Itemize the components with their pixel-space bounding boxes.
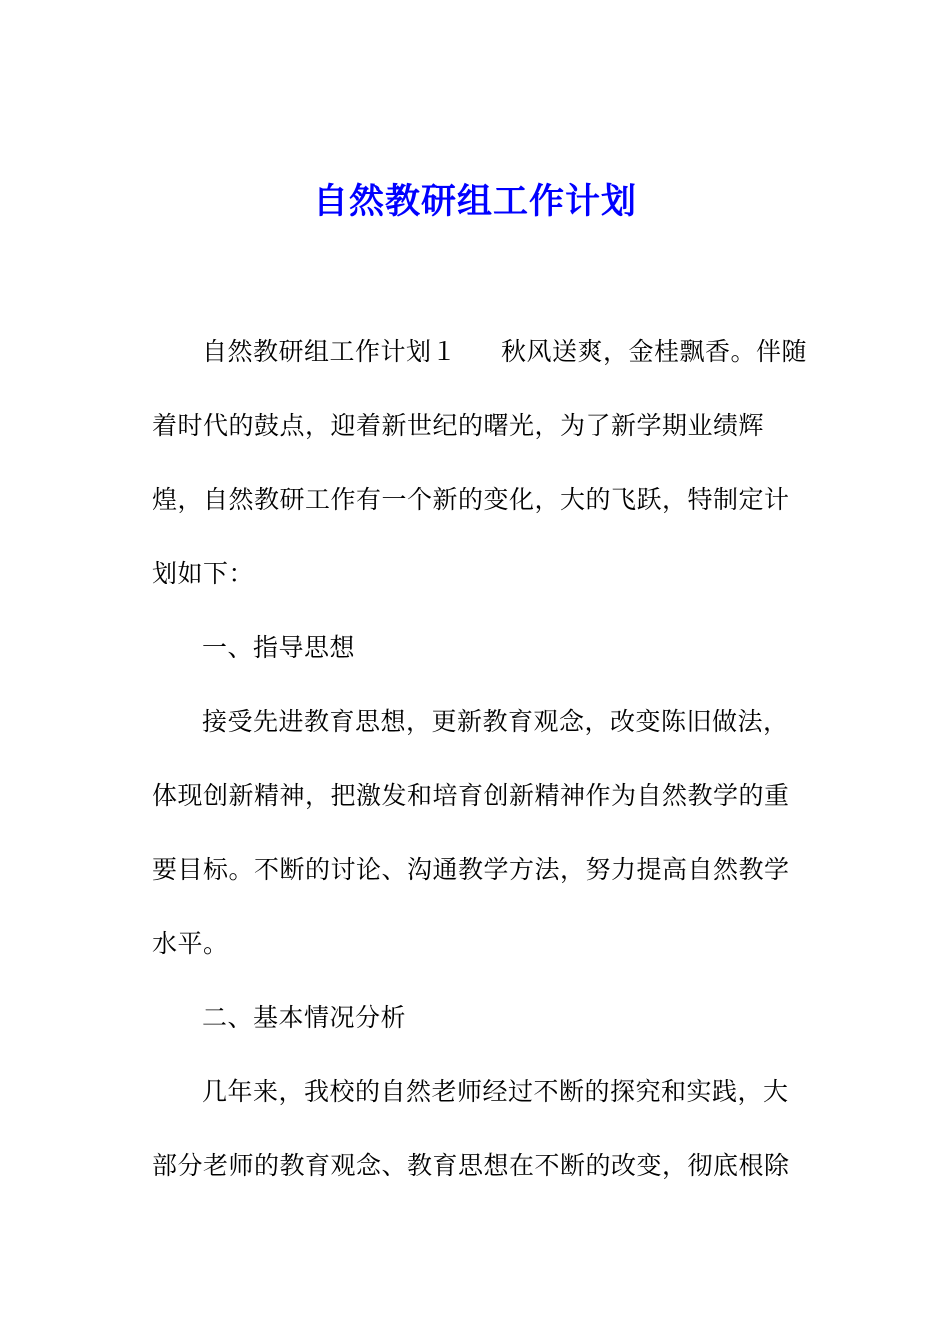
- paragraph-line: [202, 334, 812, 370]
- paragraph-line: 水平。: [152, 929, 229, 958]
- paragraph-line: 几年来，我校的自然老师经过不断的探究和实践，大: [202, 1077, 789, 1106]
- intro-text: 秋风送爽，金桂飘香。伴随: [501, 337, 808, 366]
- paragraph-line: 接受先进教育思想，更新教育观念，改变陈旧做法，: [202, 707, 789, 736]
- paragraph-line: 体现创新精神，把激发和培育创新精神作为自然教学的重: [152, 781, 790, 810]
- paragraph-line: 着时代的鼓点，迎着新世纪的曙光，为了新学期业绩辉: [152, 411, 765, 440]
- paragraph-line: 要目标。不断的讨论、沟通教学方法，努力提高自然教学: [152, 855, 790, 884]
- paragraph-line: 煌，自然教研工作有一个新的变化，大的飞跃，特制定计: [152, 485, 790, 514]
- document-title: 自然教研组工作计划: [312, 182, 637, 222]
- section-heading-analysis: 二、基本情况分析: [202, 1003, 407, 1032]
- plan-heading-text: 自然教研组工作计划１: [202, 337, 458, 366]
- section-heading-guiding: 一、指导思想: [202, 633, 356, 662]
- paragraph-line: 部分老师的教育观念、教育思想在不断的改变，彻底根除: [152, 1151, 790, 1180]
- paragraph-line: 划如下：: [152, 559, 255, 588]
